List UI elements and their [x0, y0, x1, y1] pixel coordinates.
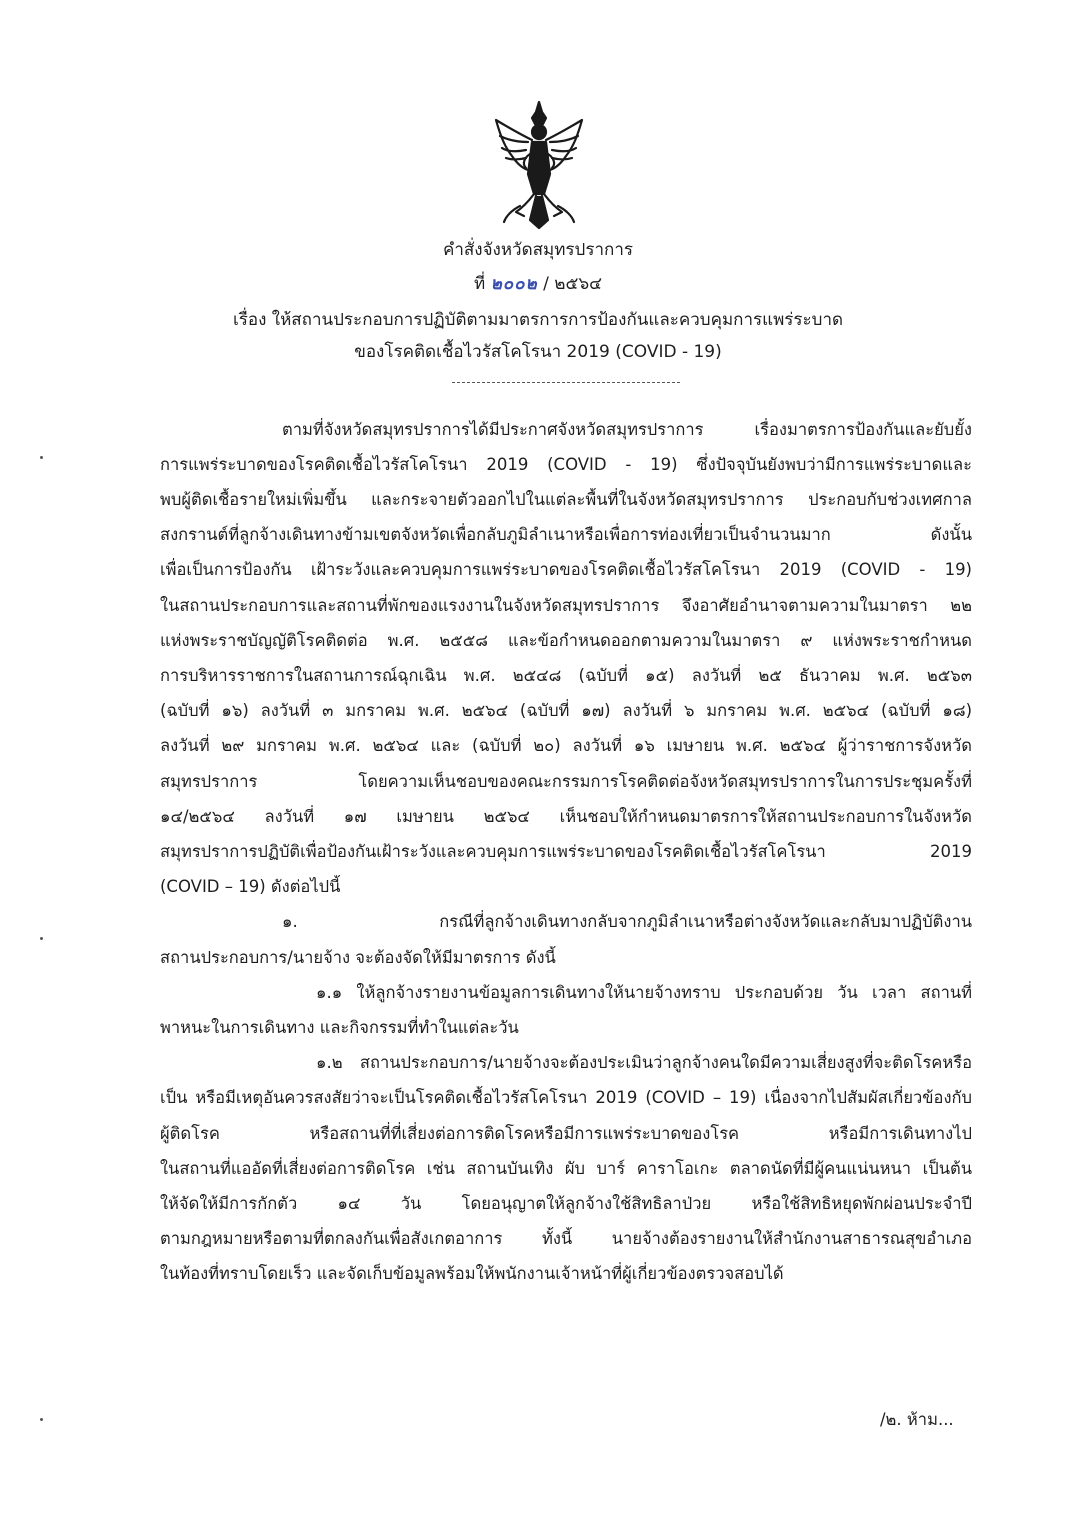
body-line: ๑.๑ ให้ลูกจ้างรายงานข้อมูลการเดินทางให้นายจ้างทราบ ประกอบด้วย วัน เวลา สถานที่ — [316, 983, 972, 1002]
order-number-line — [0, 272, 1076, 296]
body-line: (COVID – 19) ดังต่อไปนี้ — [160, 877, 341, 896]
subject-line-2: ของโรคติดเชื้อไวรัสโคโรนา 2019 (COVID - 19) — [354, 342, 722, 362]
body-line: เพื่อเป็นการป้องกัน เฝ้าระวังและควบคุมการแพร่ระบาดของโรคติดเชื้อไวรัสโคโรนา 2019 (COVID - 19) — [160, 560, 972, 579]
body-line: เป็น หรือมีเหตุอันควรสงสัยว่าจะเป็นโรคติดเชื้อไวรัสโคโรนา 2019 (COVID – 19) เนื่องจากไปสัมผัสเกี่ยวข้องกับ — [160, 1088, 972, 1107]
body-line: สถานประกอบการ/นายจ้าง จะต้องจัดให้มีมาตรการ ดังนี้ — [160, 948, 556, 967]
body-line: ตามกฎหมายหรือตามที่ตกลงกันเพื่อสังเกตอาการ ทั้งนี้ นายจ้างต้องรายงานให้สำนักงานสาธารณสุขอำเภอ — [160, 1229, 972, 1248]
body-line: ลงวันที่ ๒๙ มกราคม พ.ศ. ๒๕๖๔ และ (ฉบับที่ ๒๐) ลงวันที่ ๑๖ เมษายน พ.ศ. ๒๕๖๔ ผู้ว่าราชการจังหวัด — [160, 736, 972, 755]
body-line: สงกรานต์ที่ลูกจ้างเดินทางข้ามเขตจังหวัดเพื่อกลับภูมิลำเนาหรือเพื่อการท่องเที่ยวเป็นจำนวนมาก ดังนั้น — [160, 525, 972, 544]
header-divider — [452, 382, 680, 383]
order-title: คำสั่งจังหวัดสมุทรปราการ — [442, 240, 633, 260]
body-line: พาหนะในการเดินทาง และกิจกรรมที่ทำในแต่ละวัน — [160, 1018, 519, 1037]
binder-mark — [40, 1418, 43, 1421]
garuda-emblem-icon — [490, 98, 588, 230]
body-line: ในสถานที่แออัดที่เสี่ยงต่อการติดโรค เช่น สถานบันเทิง ผับ บาร์ คาราโอเกะ ตลาดนัดที่มีผู้คนแน่นหนา เป็นต้น — [160, 1159, 972, 1178]
body-line: ตามที่จังหวัดสมุทรปราการได้มีประกาศจังหวัดสมุทรปราการ เรื่องมาตรการป้องกันและยับยั้ง — [282, 420, 972, 439]
body-line: แห่งพระราชบัญญัติโรคติดต่อ พ.ศ. ๒๕๕๘ และข้อกำหนดออกตามความในมาตรา ๙ แห่งพระราชกำหนด — [160, 631, 972, 650]
order-prefix: ที่ — [473, 274, 486, 294]
body-line: สมุทรปราการปฏิบัติเพื่อป้องกันเฝ้าระวังและควบคุมการแพร่ระบาดของโรคติดเชื้อไวรัสโคโรนา 2019 — [160, 842, 972, 861]
body-line: สมุทรปราการ โดยความเห็นชอบของคณะกรรมการโรคติดต่อจังหวัดสมุทรปราการในการประชุมครั้งที่ — [160, 772, 972, 791]
body-line: การแพร่ระบาดของโรคติดเชื้อไวรัสโคโรนา 2019 (COVID - 19) ซึ่งปัจจุบันยังพบว่ามีการแพร่ระบาดและ — [160, 455, 972, 474]
body-line: พบผู้ติดเชื้อรายใหม่เพิ่มขึ้น และกระจายตัวออกไปในแต่ละพื้นที่ในจังหวัดสมุทรปราการ ประกอบกับช่วงเทศกาล — [160, 490, 972, 509]
body-line: ให้จัดให้มีการกักตัว ๑๔ วัน โดยอนุญาตให้ลูกจ้างใช้สิทธิลาป่วย หรือใช้สิทธิหยุดพักผ่อนประจำปี — [160, 1194, 972, 1213]
body-line: (ฉบับที่ ๑๖) ลงวันที่ ๓ มกราคม พ.ศ. ๒๕๖๔ (ฉบับที่ ๑๗) ลงวันที่ ๖ มกราคม พ.ศ. ๒๕๖๔ (ฉบับที่ ๑๘) — [160, 701, 972, 720]
body-line: ผู้ติดโรค หรือสถานที่ที่เสี่ยงต่อการติดโรคหรือมีการแพร่ระบาดของโรค หรือมีการเดินทางไป — [160, 1124, 972, 1143]
body-line: ๑. กรณีที่ลูกจ้างเดินทางกลับจากภูมิลำเนาหรือต่างจังหวัดและกลับมาปฏิบัติงาน — [282, 912, 972, 931]
order-year: / ๒๕๖๔ — [543, 274, 603, 294]
body-line: ๑๔/๒๕๖๔ ลงวันที่ ๑๗ เมษายน ๒๕๖๔ เห็นชอบให้กำหนดมาตรการให้สถานประกอบการในจังหวัด — [160, 807, 972, 826]
body-line: ในท้องที่ทราบโดยเร็ว และจัดเก็บข้อมูลพร้อมให้พนักงานเจ้าหน้าที่ผู้เกี่ยวข้องตรวจสอบได้ — [160, 1264, 784, 1283]
body-line: ๑.๒ สถานประกอบการ/นายจ้างจะต้องประเมินว่าลูกจ้างคนใดมีความเสี่ยงสูงที่จะติดโรคหรือ — [316, 1053, 972, 1072]
body-line: การบริหารราชการในสถานการณ์ฉุกเฉิน พ.ศ. ๒๕๔๘ (ฉบับที่ ๑๕) ลงวันที่ ๒๕ ธันวาคม พ.ศ. ๒๕๖๓ — [160, 666, 972, 685]
page-continuation: /๒. ห้าม... — [880, 1410, 954, 1429]
order-number: ๒๐๐๒ — [490, 274, 538, 294]
body-line: ในสถานประกอบการและสถานที่พักของแรงงานในจังหวัดสมุทรปราการ จึงอาศัยอำนาจตามความในมาตรา ๒๒ — [160, 596, 972, 615]
binder-mark — [40, 937, 43, 940]
subject-line-1: เรื่อง ให้สถานประกอบการปฏิบัติตามมาตรการการป้องกันและควบคุมการแพร่ระบาด — [232, 310, 844, 330]
binder-mark — [40, 456, 43, 459]
